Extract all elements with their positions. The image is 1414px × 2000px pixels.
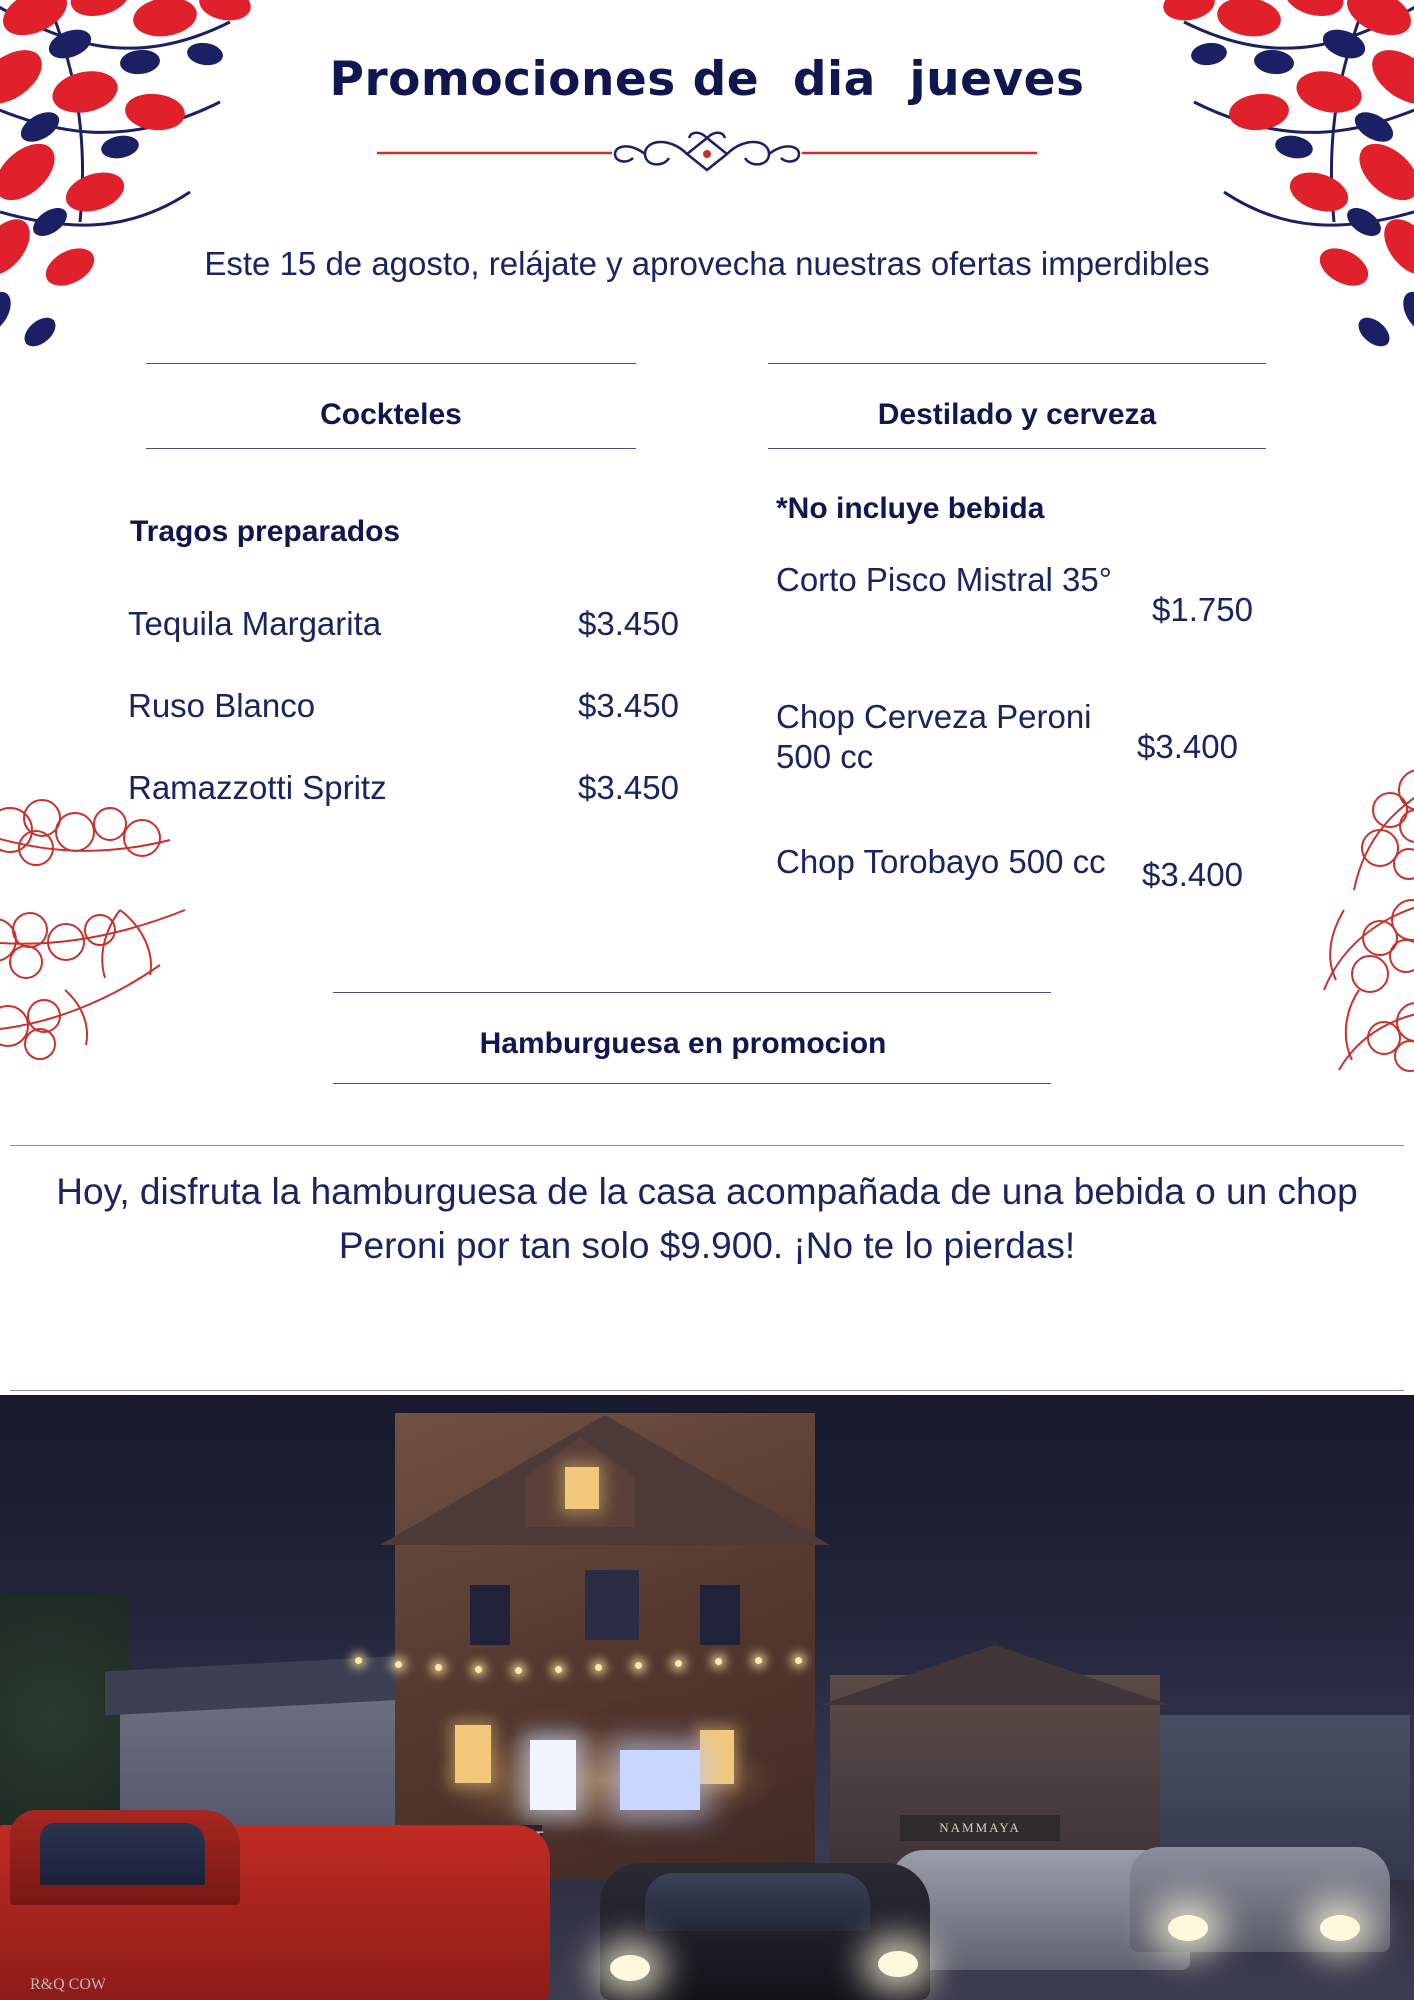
promo-description: Hoy, disfruta la hamburguesa de la casa acompañada de una bebida o un chop Peroni por tan solo $9.900. ¡No te lo pierdas! <box>56 1171 1358 1266</box>
left-column-rule-bottom <box>146 448 636 449</box>
photo-string-lights <box>355 1657 855 1667</box>
photo-watermark: R&Q COW <box>30 1976 106 1994</box>
left-item-price-1: $3.450 <box>578 687 679 724</box>
left-item-price-2: $3.450 <box>578 769 679 806</box>
photo-window <box>455 1725 491 1783</box>
promo-heading: Hamburguesa en promocion <box>479 1027 887 1060</box>
photo-window <box>700 1730 734 1784</box>
photo-headlight <box>610 1955 650 1981</box>
photo-window <box>585 1570 639 1640</box>
right-column-rule-top <box>768 363 1266 364</box>
right-item-price-2: $3.400 <box>1142 856 1243 893</box>
photo-window <box>530 1740 576 1810</box>
photo-window <box>620 1750 700 1810</box>
right-item-name-2: Chop Torobayo 500 cc <box>776 843 1106 880</box>
photo-black-car-windshield <box>645 1873 870 1931</box>
berry-branch-left-decoration <box>0 790 300 1070</box>
photo-right-building-roof <box>820 1645 1170 1705</box>
photo-window <box>470 1585 510 1645</box>
right-column-note: *No incluye bebida <box>776 492 1045 525</box>
berry-branch-right-decoration <box>1194 760 1414 1090</box>
section-divider-bottom <box>10 1390 1404 1391</box>
page-title: Promociones de dia jueves <box>329 52 1085 107</box>
right-item-price-0: $1.750 <box>1152 591 1253 628</box>
section-divider-top <box>10 1145 1404 1146</box>
right-column-rule-bottom <box>768 448 1266 449</box>
photo-restaurant-sign: NAMMAYA <box>900 1815 1060 1841</box>
left-section-label: Tragos preparados <box>130 515 401 548</box>
right-item-name-0: Corto Pisco Mistral 35° <box>776 561 1112 598</box>
photo-headlight <box>1320 1915 1360 1941</box>
promo-rule-bottom <box>333 1083 1051 1084</box>
photo-red-truck-windshield <box>40 1823 205 1885</box>
promo-rule-top <box>333 992 1051 993</box>
right-column-heading: Destilado y cerveza <box>877 398 1157 431</box>
photo-window <box>565 1467 599 1509</box>
photo-headlight <box>878 1951 918 1977</box>
ornamental-divider-icon <box>0 128 1414 178</box>
restaurant-photo <box>0 1395 1414 2000</box>
left-item-name-0: Tequila Margarita <box>128 605 382 642</box>
photo-headlight <box>1168 1915 1208 1941</box>
left-column-heading: Cockteles <box>320 398 462 431</box>
photo-window <box>700 1585 740 1645</box>
left-column-rule-top <box>146 363 636 364</box>
subtitle-text: Este 15 de agosto, relájate y aprovecha nuestras ofertas imperdibles <box>204 245 1210 282</box>
left-item-name-2: Ramazzotti Spritz <box>128 769 387 806</box>
right-item-price-1: $3.400 <box>1137 728 1238 765</box>
right-item-name-1: Chop Cerveza Peroni 500 cc <box>776 698 1092 776</box>
left-item-price-0: $3.450 <box>578 605 679 642</box>
left-item-name-1: Ruso Blanco <box>128 687 316 724</box>
